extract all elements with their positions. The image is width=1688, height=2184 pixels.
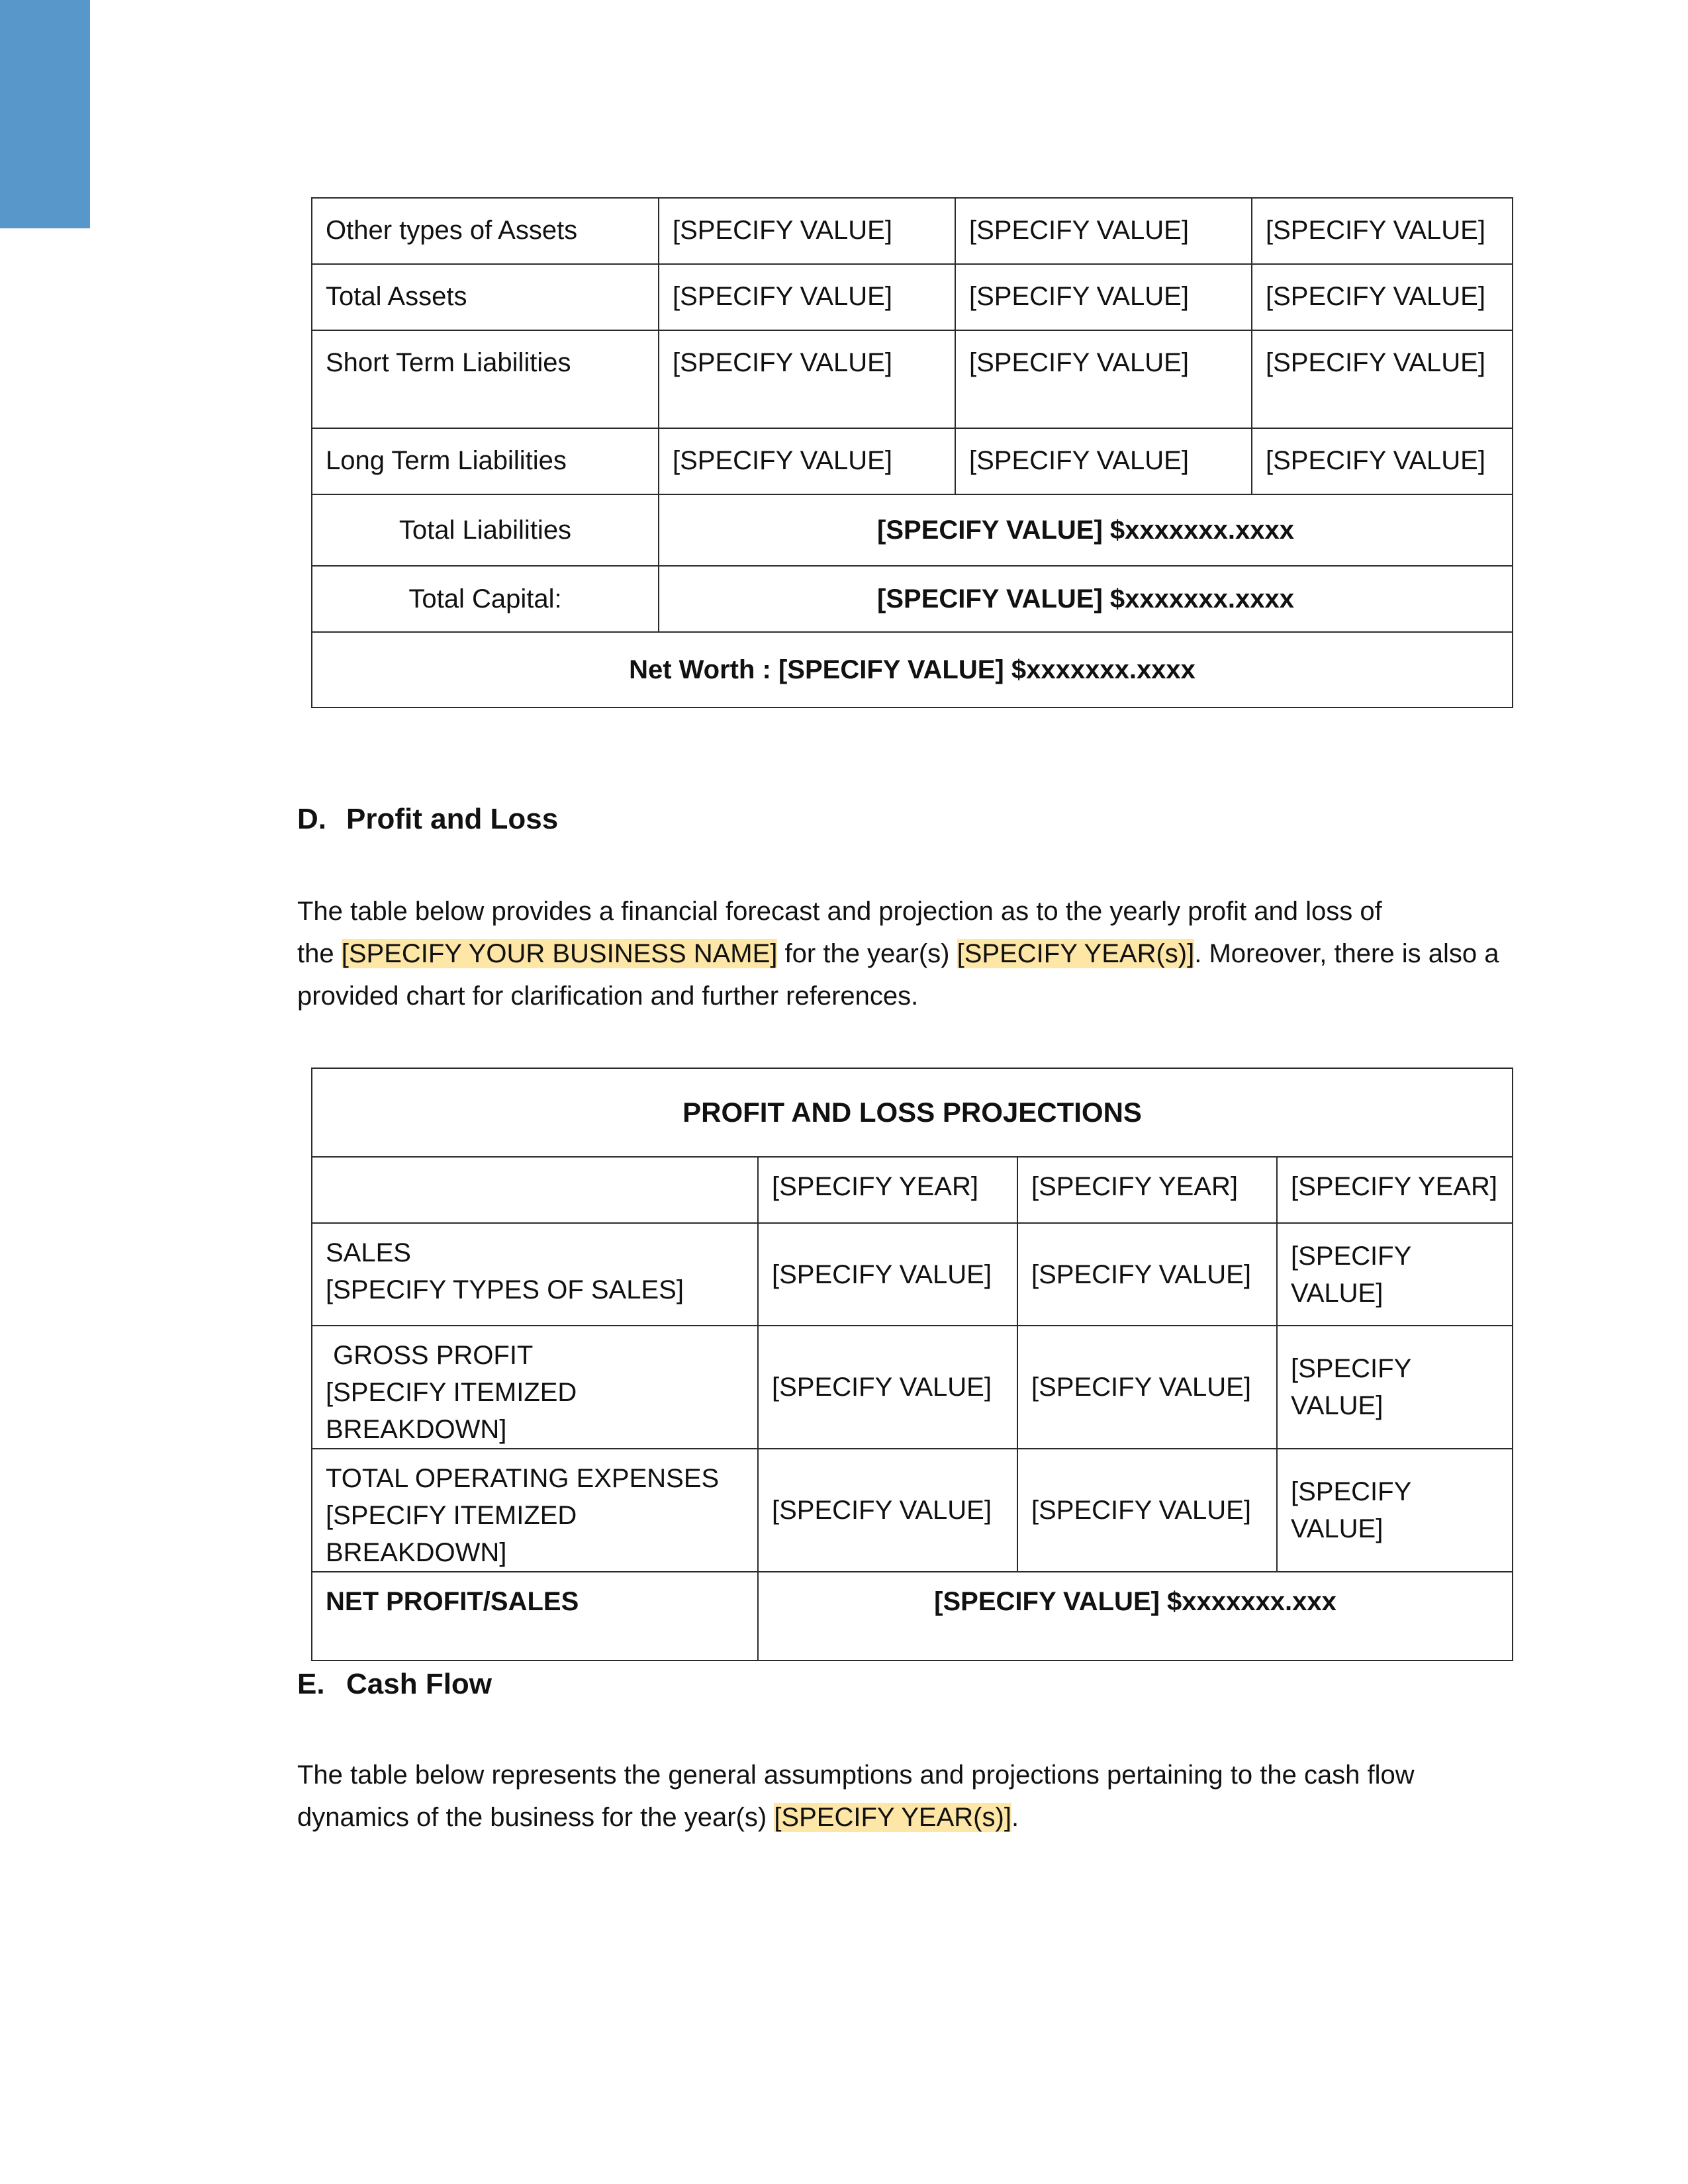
total-capital-label: Total Capital: (312, 566, 659, 632)
text-run: dynamics of the business for the year(s) (297, 1803, 774, 1832)
assets-liabilities-table (311, 197, 1513, 708)
paragraph-line (297, 1796, 1528, 1839)
table-row-net-worth (312, 632, 1513, 707)
profit-loss-table (311, 1068, 1513, 1661)
column-header: [SPECIFY YEAR] (1277, 1157, 1513, 1223)
column-header: [SPECIFY YEAR] (758, 1157, 1017, 1223)
section-title: Profit and Loss (346, 803, 559, 835)
row-label: Short Term Liabilities (312, 330, 659, 428)
cell-value: [SPECIFY VALUE] (659, 264, 955, 330)
table-title-row (312, 1068, 1513, 1157)
cell-value: [SPECIFY VALUE] (659, 330, 955, 428)
section-d-heading (297, 799, 558, 839)
section-letter: E. (297, 1668, 325, 1700)
table-row (312, 330, 1513, 428)
total-liabilities-label: Total Liabilities (312, 494, 659, 566)
cell-value: [SPECIFY VALUE] (659, 198, 955, 264)
row-label (312, 1326, 758, 1449)
cell-value: [SPECIFY VALUE] (955, 330, 1252, 428)
cell-value: [SPECIFY VALUE] (955, 264, 1252, 330)
paragraph-line: The table below represents the general assumptions and projections pertaining to the cash flow (297, 1760, 1415, 1790)
section-letter: D. (297, 803, 326, 835)
cell-value: [SPECIFY VALUE] (1277, 1223, 1513, 1326)
cell-value: [SPECIFY VALUE] (1252, 330, 1513, 428)
text-run: . (1011, 1803, 1019, 1832)
row-label-line: [SPECIFY ITEMIZED BREAKDOWN] (326, 1378, 577, 1444)
total-capital-value: [SPECIFY VALUE] $xxxxxxx.xxxx (659, 566, 1513, 632)
row-label (312, 1223, 758, 1326)
cell-value: [SPECIFY VALUE] (659, 428, 955, 494)
cell-value: [SPECIFY VALUE] (955, 198, 1252, 264)
cell-value: [SPECIFY VALUE] (758, 1223, 1017, 1326)
row-label-line: TOTAL OPERATING EXPENSES (326, 1464, 720, 1493)
row-label-line: [SPECIFY TYPES OF SALES] (326, 1275, 684, 1304)
section-title: Cash Flow (346, 1668, 492, 1700)
row-label-line: GROSS PROFIT (326, 1341, 534, 1370)
column-header: [SPECIFY YEAR] (1017, 1157, 1277, 1223)
paragraph-line (297, 933, 1528, 975)
section-e-paragraph (297, 1754, 1528, 1839)
corner-tab-decoration (0, 0, 90, 228)
table-row (312, 1449, 1513, 1572)
table-title: PROFIT AND LOSS PROJECTIONS (312, 1068, 1513, 1157)
cell-value: [SPECIFY VALUE] (1252, 264, 1513, 330)
cell-value: [SPECIFY VALUE] (1277, 1449, 1513, 1572)
row-label-line: [SPECIFY ITEMIZED BREAKDOWN] (326, 1501, 577, 1567)
cell-value: [SPECIFY VALUE] (1252, 428, 1513, 494)
table-row (312, 198, 1513, 264)
paragraph-line: provided chart for clarification and further references. (297, 981, 919, 1011)
section-e-heading (297, 1664, 492, 1704)
cell-value: [SPECIFY VALUE] (1252, 198, 1513, 264)
cell-value: [SPECIFY VALUE] (758, 1449, 1017, 1572)
net-profit-value: [SPECIFY VALUE] $xxxxxxx.xxx (758, 1572, 1513, 1661)
row-label-line: SALES (326, 1238, 411, 1267)
cell-value: [SPECIFY VALUE] (955, 428, 1252, 494)
row-label: Other types of Assets (312, 198, 659, 264)
table-row (312, 264, 1513, 330)
text-run: the (297, 939, 342, 968)
cell-value: [SPECIFY VALUE] (1277, 1326, 1513, 1449)
net-profit-label: NET PROFIT/SALES (312, 1572, 758, 1661)
table-row-total-capital (312, 566, 1513, 632)
header-empty (312, 1157, 758, 1223)
text-run: . Moreover, there is also a (1194, 939, 1499, 968)
year-placeholder: [SPECIFY YEAR(s)] (957, 939, 1195, 968)
row-label: Long Term Liabilities (312, 428, 659, 494)
cell-value: [SPECIFY VALUE] (1017, 1326, 1277, 1449)
table-row-net-profit (312, 1572, 1513, 1661)
cell-value: [SPECIFY VALUE] (1017, 1223, 1277, 1326)
business-name-placeholder: [SPECIFY YOUR BUSINESS NAME] (341, 939, 778, 968)
text-run: for the year(s) (777, 939, 957, 968)
net-worth: Net Worth : [SPECIFY VALUE] $xxxxxxx.xxxx (312, 632, 1513, 707)
row-label (312, 1449, 758, 1572)
year-placeholder: [SPECIFY YEAR(s)] (774, 1803, 1011, 1832)
table-row-total-liabilities (312, 494, 1513, 566)
table-row (312, 1326, 1513, 1449)
table-row (312, 428, 1513, 494)
table-row (312, 1223, 1513, 1326)
cell-value: [SPECIFY VALUE] (758, 1326, 1017, 1449)
paragraph-line: The table below provides a financial forecast and projection as to the yearly profit and loss of (297, 897, 1382, 926)
cell-value: [SPECIFY VALUE] (1017, 1449, 1277, 1572)
table-header-row (312, 1157, 1513, 1223)
row-label: Total Assets (312, 264, 659, 330)
total-liabilities-value: [SPECIFY VALUE] $xxxxxxx.xxxx (659, 494, 1513, 566)
section-d-paragraph (297, 890, 1528, 1017)
